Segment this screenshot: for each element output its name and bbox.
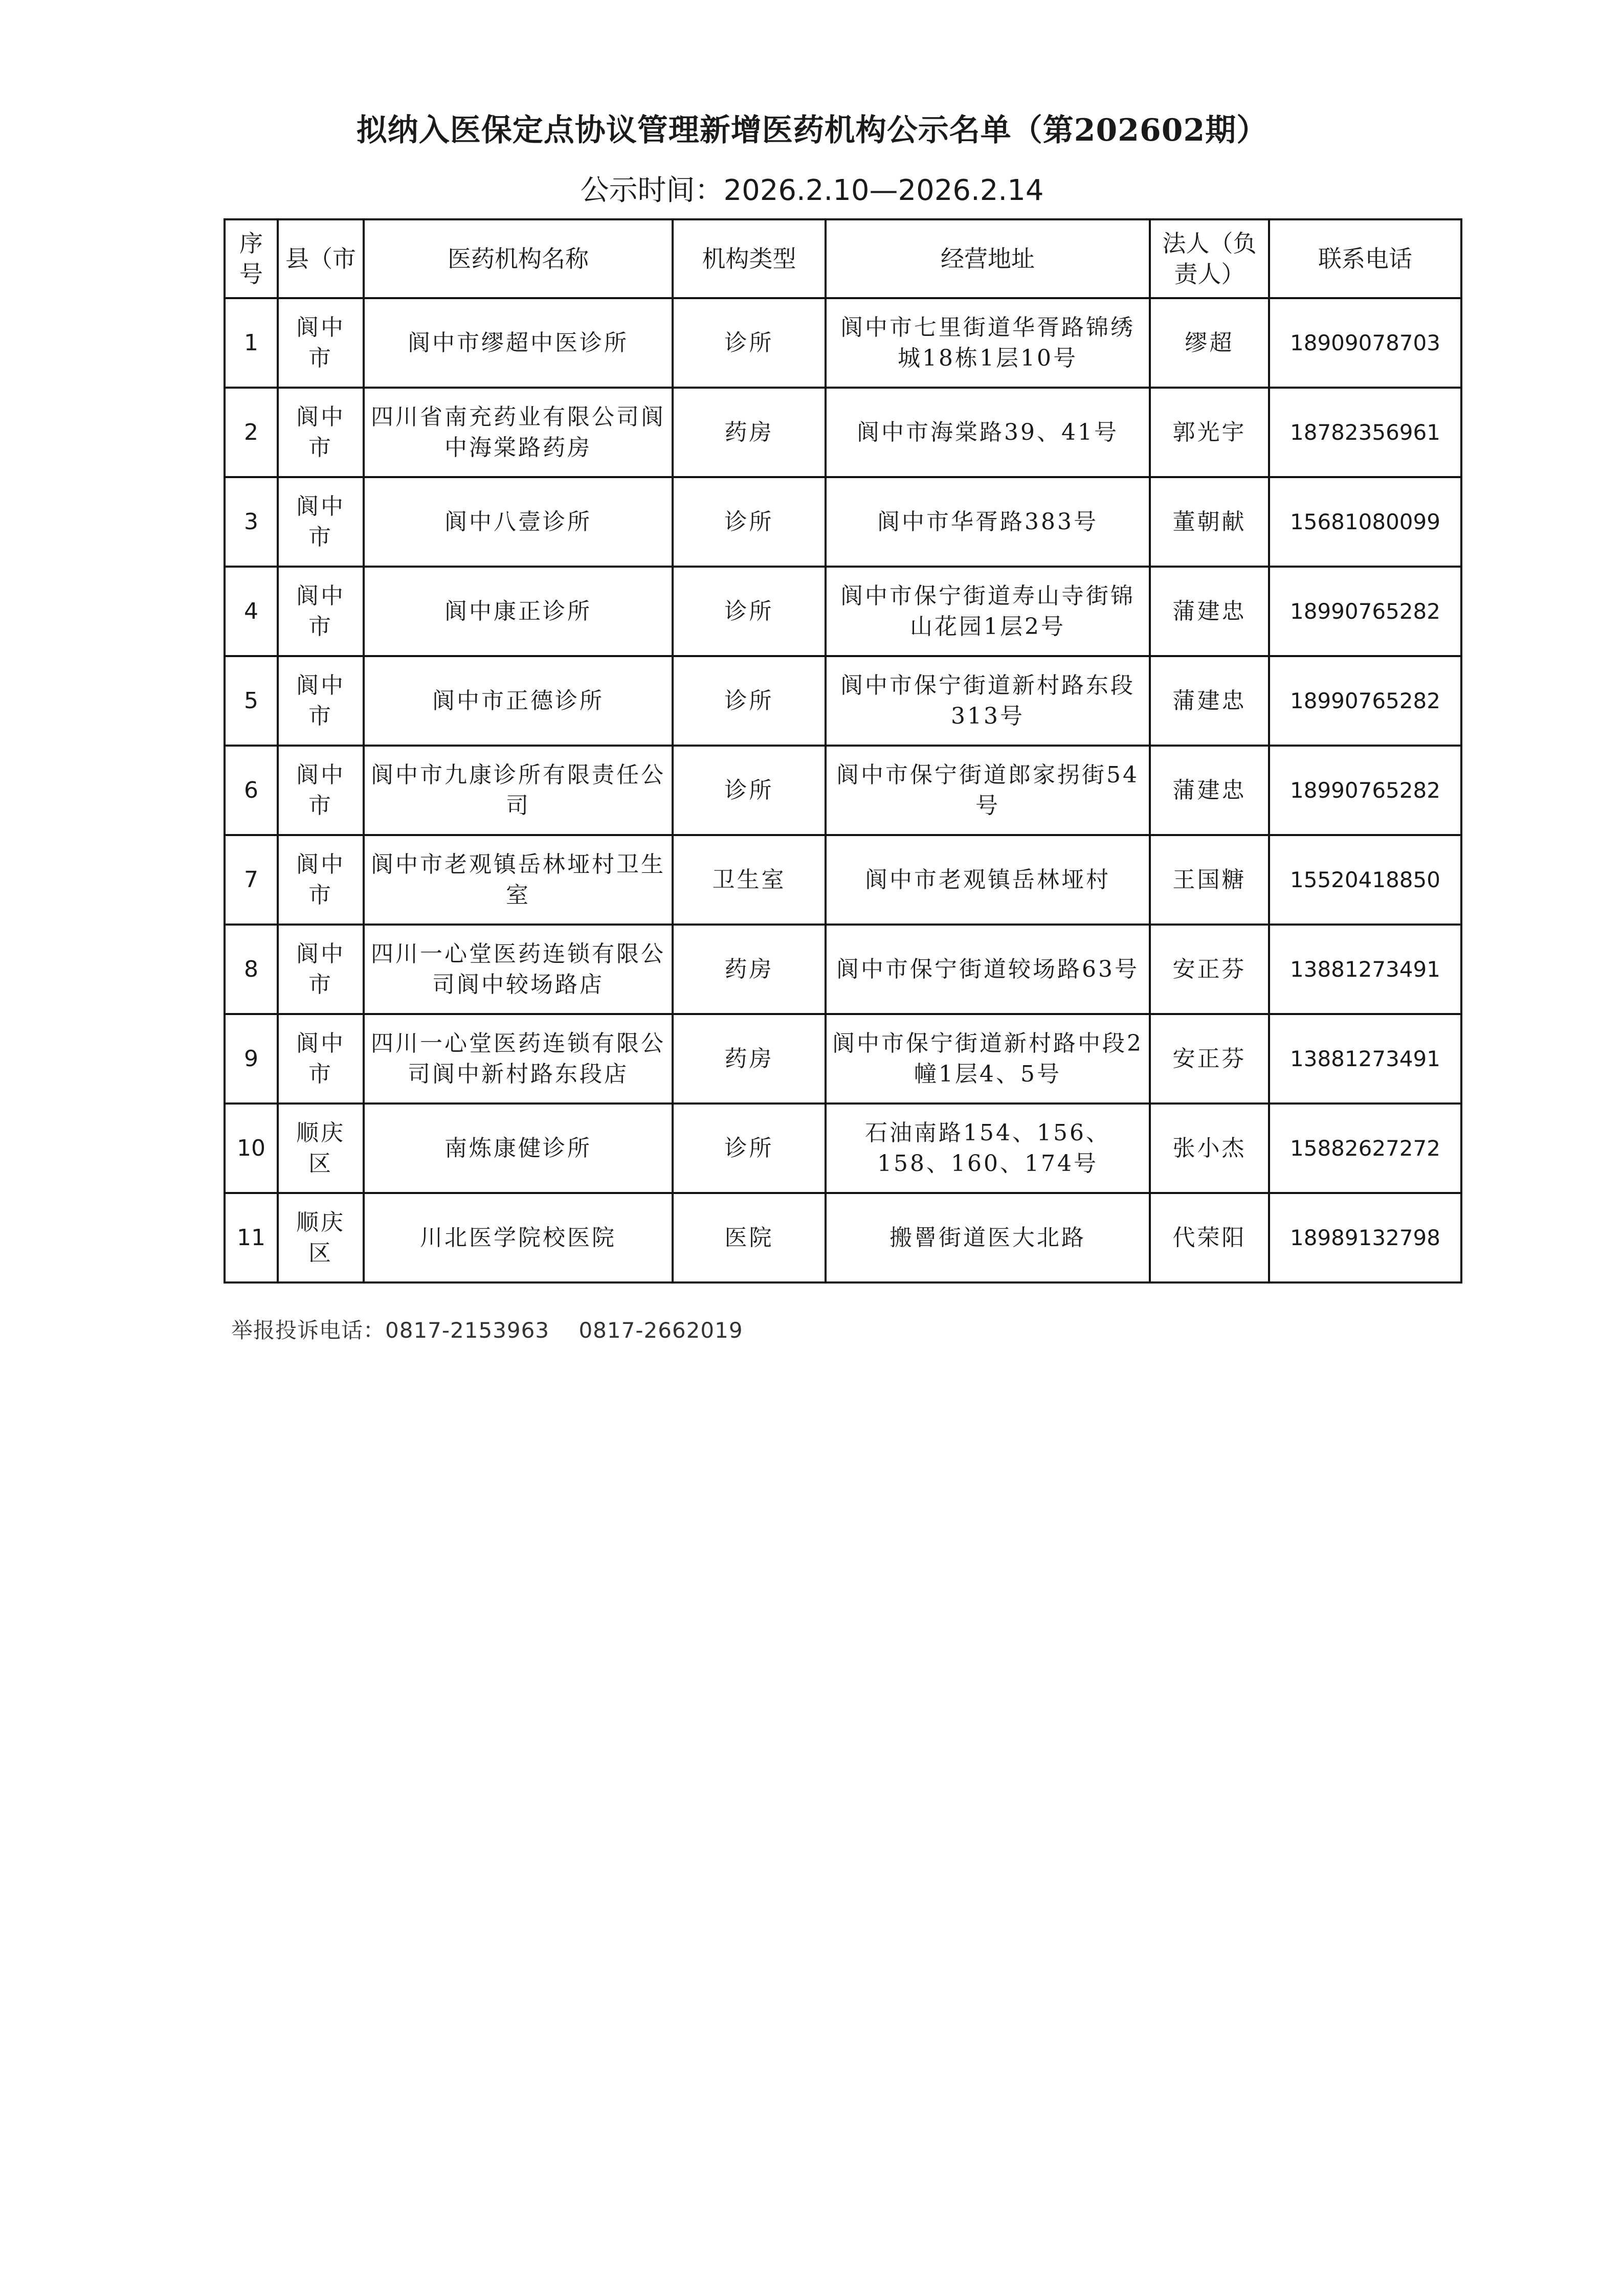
header-phone: 联系电话: [1269, 219, 1461, 298]
cell-legal: 缪超: [1150, 298, 1269, 388]
cell-no: 7: [225, 835, 278, 925]
cell-county: 阆中市: [278, 656, 364, 746]
cell-county: 阆中市: [278, 925, 364, 1014]
cell-name: 阆中八壹诊所: [364, 477, 673, 567]
cell-type: 药房: [673, 388, 826, 477]
table-row: [225, 567, 1461, 656]
cell-phone: 18990765282: [1269, 746, 1461, 835]
cell-legal: 王国糖: [1150, 835, 1269, 925]
cell-no: 5: [225, 656, 278, 746]
cell-type: 医院: [673, 1193, 826, 1282]
cell-county: 顺庆区: [278, 1193, 364, 1282]
table-row: [225, 925, 1461, 1014]
header-no: 序号: [225, 219, 278, 298]
complaint-hotline: 举报投诉电话：0817-2153963 0817-2662019: [231, 1318, 743, 1343]
cell-name: 四川省南充药业有限公司阆中海棠路药房: [364, 388, 673, 477]
cell-county: 阆中市: [278, 567, 364, 656]
cell-no: 4: [225, 567, 278, 656]
cell-phone: 13881273491: [1269, 925, 1461, 1014]
cell-legal: 代荣阳: [1150, 1193, 1269, 1282]
cell-phone: 18782356961: [1269, 388, 1461, 477]
header-address: 经营地址: [826, 219, 1150, 298]
cell-address: 阆中市保宁街道新村路东段313号: [826, 656, 1150, 746]
cell-no: 1: [225, 298, 278, 388]
cell-phone: 18989132798: [1269, 1193, 1461, 1282]
cell-legal: 董朝献: [1150, 477, 1269, 567]
cell-type: 诊所: [673, 656, 826, 746]
cell-name: 阆中市正德诊所: [364, 656, 673, 746]
table-row: [225, 746, 1461, 835]
cell-legal: 张小杰: [1150, 1104, 1269, 1193]
cell-type: 诊所: [673, 746, 826, 835]
table-row: [225, 1193, 1461, 1282]
cell-legal: 安正芬: [1150, 1014, 1269, 1104]
cell-legal: 蒲建忠: [1150, 746, 1269, 835]
cell-phone: 15520418850: [1269, 835, 1461, 925]
table-row: [225, 1104, 1461, 1193]
header-legal: 法人（负责人）: [1150, 219, 1269, 298]
cell-name: 四川一心堂医药连锁有限公司阆中新村路东段店: [364, 1014, 673, 1104]
header-county: 县（市: [278, 219, 364, 298]
cell-type: 诊所: [673, 1104, 826, 1193]
cell-name: 川北医学院校医院: [364, 1193, 673, 1282]
cell-address: 阆中市保宁街道较场路63号: [826, 925, 1150, 1014]
cell-phone: 15681080099: [1269, 477, 1461, 567]
cell-name: 阆中康正诊所: [364, 567, 673, 656]
cell-address: 阆中市保宁街道新村路中段2幢1层4、5号: [826, 1014, 1150, 1104]
cell-phone: 18990765282: [1269, 567, 1461, 656]
cell-type: 诊所: [673, 567, 826, 656]
cell-legal: 蒲建忠: [1150, 567, 1269, 656]
cell-no: 2: [225, 388, 278, 477]
table-row: [225, 388, 1461, 477]
header-type: 机构类型: [673, 219, 826, 298]
cell-type: 卫生室: [673, 835, 826, 925]
cell-address: 阆中市保宁街道寿山寺街锦山花园1层2号: [826, 567, 1150, 656]
cell-county: 阆中市: [278, 477, 364, 567]
cell-no: 6: [225, 746, 278, 835]
cell-address: 阆中市海棠路39、41号: [826, 388, 1150, 477]
cell-legal: 郭光宇: [1150, 388, 1269, 477]
cell-county: 阆中市: [278, 1014, 364, 1104]
table-row: [225, 656, 1461, 746]
table-row: [225, 298, 1461, 388]
cell-address: 阆中市华胥路383号: [826, 477, 1150, 567]
cell-legal: 安正芬: [1150, 925, 1269, 1014]
cell-address: 阆中市老观镇岳林垭村: [826, 835, 1150, 925]
cell-address: 阆中市保宁街道郎家拐街54号: [826, 746, 1150, 835]
cell-county: 阆中市: [278, 388, 364, 477]
cell-type: 药房: [673, 1014, 826, 1104]
cell-phone: 18990765282: [1269, 656, 1461, 746]
publicity-period: 公示时间：2026.2.10—2026.2.14: [580, 174, 1044, 207]
cell-county: 阆中市: [278, 835, 364, 925]
cell-phone: 18909078703: [1269, 298, 1461, 388]
cell-type: 药房: [673, 925, 826, 1014]
cell-name: 阆中市缪超中医诊所: [364, 298, 673, 388]
table-row: [225, 1014, 1461, 1104]
cell-county: 阆中市: [278, 746, 364, 835]
cell-no: 10: [225, 1104, 278, 1193]
cell-address: 搬罾街道医大北路: [826, 1193, 1150, 1282]
cell-county: 顺庆区: [278, 1104, 364, 1193]
table-row: [225, 477, 1461, 567]
header-name: 医药机构名称: [364, 219, 673, 298]
cell-no: 9: [225, 1014, 278, 1104]
cell-legal: 蒲建忠: [1150, 656, 1269, 746]
cell-name: 阆中市九康诊所有限责任公司: [364, 746, 673, 835]
cell-name: 阆中市老观镇岳林垭村卫生室: [364, 835, 673, 925]
cell-name: 四川一心堂医药连锁有限公司阆中较场路店: [364, 925, 673, 1014]
cell-no: 3: [225, 477, 278, 567]
cell-address: 石油南路154、156、158、160、174号: [826, 1104, 1150, 1193]
document-title: 拟纳入医保定点协议管理新增医药机构公示名单（第202602期）: [356, 112, 1268, 148]
cell-no: 11: [225, 1193, 278, 1282]
cell-address: 阆中市七里街道华胥路锦绣城18栋1层10号: [826, 298, 1150, 388]
cell-type: 诊所: [673, 298, 826, 388]
header-row: [225, 219, 1461, 298]
institution-table: [224, 218, 1462, 1284]
cell-phone: 15882627272: [1269, 1104, 1461, 1193]
cell-type: 诊所: [673, 477, 826, 567]
cell-name: 南炼康健诊所: [364, 1104, 673, 1193]
cell-phone: 13881273491: [1269, 1014, 1461, 1104]
cell-county: 阆中市: [278, 298, 364, 388]
table-row: [225, 835, 1461, 925]
cell-no: 8: [225, 925, 278, 1014]
